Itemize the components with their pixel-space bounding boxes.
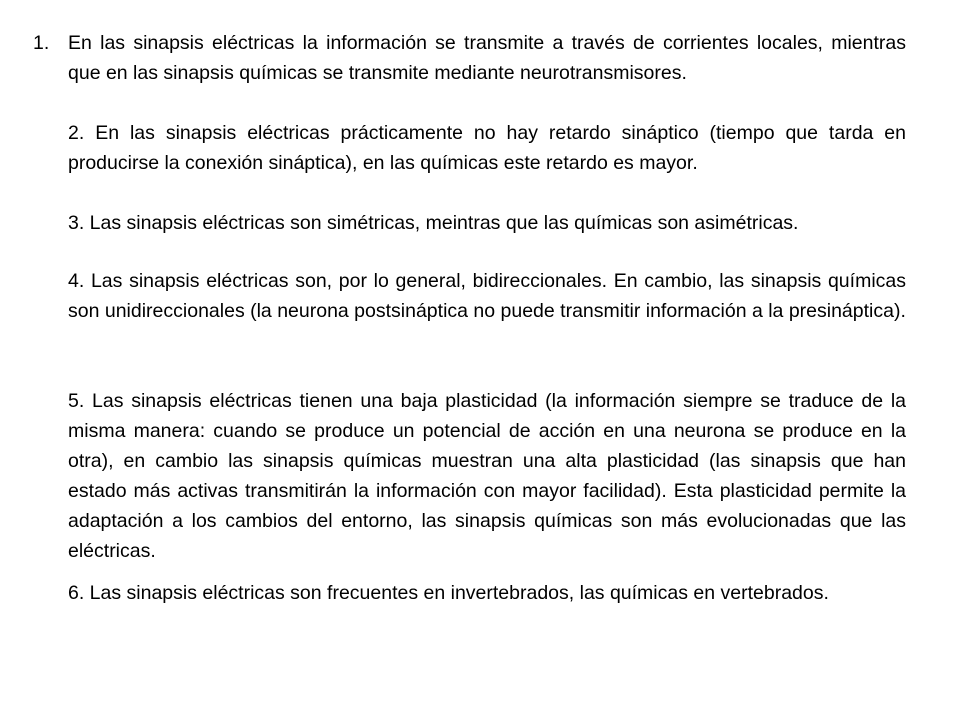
list-item-3 bbox=[33, 208, 906, 238]
list-item-6-text: 6. Las sinapsis eléctricas son frecuentes en invertebrados, las químicas en vertebrados. bbox=[68, 582, 829, 604]
list-item-2-text: 2. En las sinapsis eléctricas prácticamente no hay retardo sináptico (tiempo que tarda en producirse la conexión sináptica), en las químicas este retardo es mayor. bbox=[68, 122, 906, 174]
list-item-5-text: 5. Las sinapsis eléctricas tienen una baja plasticidad (la información siempre se traduce de la misma manera: cuando se produce un potencial de acción en una neurona se produce en la otra), en cambio las sinapsis químicas muestran una alta plasticidad (las sinapsis que han estado más activas transmitirán la información con mayor facilidad). Esta plasticidad permite la adaptación a los cambios del entorno, las sinapsis químicas son más evolucionadas que las eléctricas. bbox=[68, 390, 906, 562]
list-item-1-text: En las sinapsis eléctricas la información se transmite a través de corrientes locales, mientras que en las sinapsis químicas se transmite mediante neurotransmisores. bbox=[68, 32, 906, 84]
list-item-2 bbox=[33, 118, 906, 178]
list-item-6 bbox=[33, 578, 906, 608]
list-item-4 bbox=[33, 266, 906, 326]
list-item-5 bbox=[33, 386, 906, 566]
list-item-4-text: 4. Las sinapsis eléctricas son, por lo general, bidireccionales. En cambio, las sinapsis químicas son unidireccionales (la neurona postsináptica no puede transmitir información a la presináptica). bbox=[68, 270, 906, 322]
list-item-1 bbox=[33, 28, 906, 88]
list-number-1: 1. bbox=[33, 32, 50, 54]
list-item-3-text: 3. Las sinapsis eléctricas son simétricas, meintras que las químicas son asimétricas. bbox=[68, 212, 799, 234]
